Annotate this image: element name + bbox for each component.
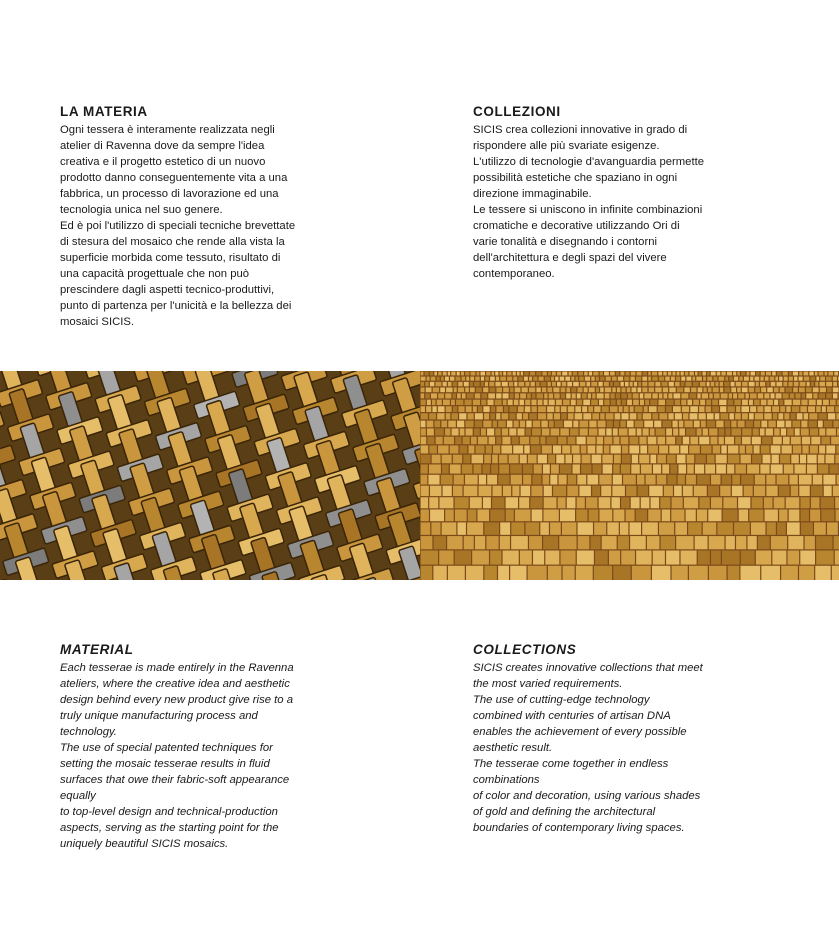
gold-tiles-mosaic-graphic [420, 371, 839, 580]
material-section [60, 641, 360, 852]
materia-text: Ogni tessera è interamente realizzata negli atelier di Ravenna dove da sempre l'idea creativa e il progetto estetico di un nuovo prodotto danno conseguentemente vita a una fabbrica, un processo di lavorazione ed una tecnologia unica nel suo genere. Ed è poi l'utilizzo di speciali tecniche brevettate di stesura del mosaico che rende alla vista la superficie morbida come tessuto, risultato di una capacità progettuale che non può prescindere dagli aspetti tecnico-produttivi, punto di partenza per l'unicità e la bellezza dei mosaici SICIS. [60, 124, 296, 328]
collections-section [473, 641, 773, 836]
materia-heading: LA MATERIA [60, 104, 148, 119]
collezioni-text: SICIS crea collezioni innovative in grado di rispondere alle più svariate esigenze. L'utilizzo di tecnologie d'avanguardia permette possibilità estetiche che spaziano in ogni direzione immaginabile. Le tessere si uniscono in infinite combinazioni cromatiche e decorative utilizzando Ori di varie tonalità e disegnando i contorni dell'architettura e degli spazi del vivere contemporaneo. [473, 124, 705, 280]
material-heading: MATERIAL [60, 642, 134, 657]
collezioni-section [473, 103, 773, 282]
collections-text: SICIS creates innovative collections that meet the most varied requirements. The use of cutting-edge technology combined with centuries of artisan DNA enables the achievement of every possible aesthetic result. The tesserae come together in endless combinations of color and decoration, using various shades of gold and defining the architectural boundaries of contemporary living spaces. [473, 662, 703, 834]
collections-heading: COLLECTIONS [473, 642, 577, 657]
herringbone-mosaic-image [0, 371, 420, 580]
herringbone-mosaic-graphic [0, 371, 420, 580]
collezioni-heading: COLLEZIONI [473, 104, 561, 119]
material-text: Each tesserae is made entirely in the Ravenna ateliers, where the creative idea and aesthetic design behind every new product give rise to a truly unique manufacturing process and technology. The use of special patented techniques for setting the mosaic tesserae results in fluid surfaces that owe their fabric-soft appearance equally to top-level design and technical-production aspects, serving as the starting point for the uniquely beautiful SICIS mosaics. [60, 662, 294, 850]
materia-section [60, 103, 360, 330]
gold-tiles-mosaic-image [420, 371, 839, 580]
